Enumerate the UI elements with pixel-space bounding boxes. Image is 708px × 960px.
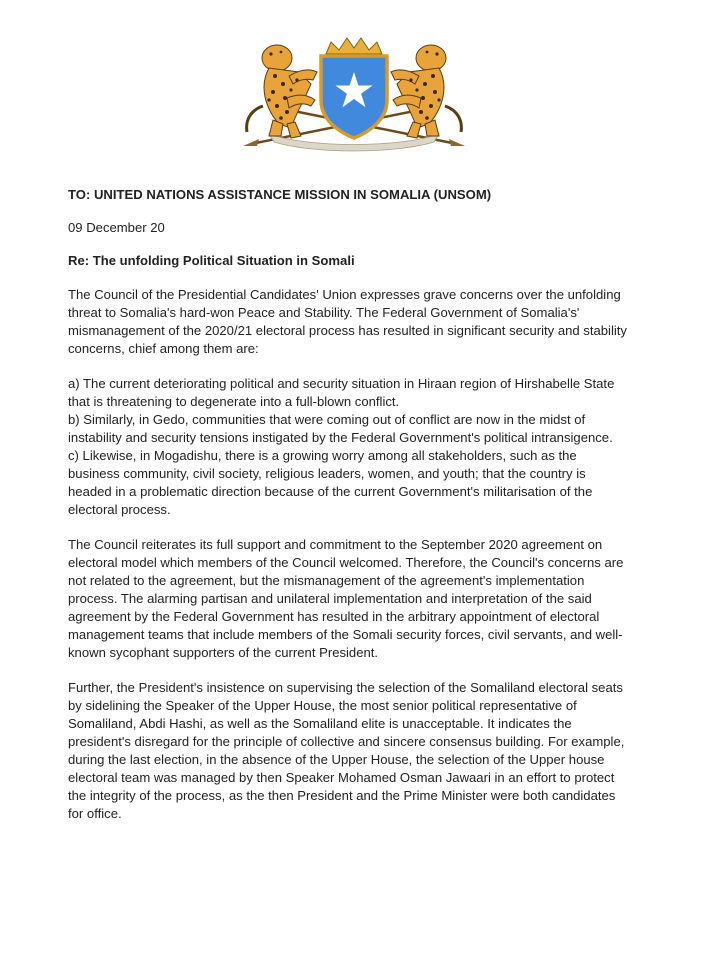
letter-body [68, 186, 632, 840]
somaliland-paragraph: Further, the President's insistence on supervising the selection of the Somaliland electoral seats by sidelining the Speaker of the Upper House, the most senior political representative of Somaliland, Abdi Hashi, as well as the Somaliland elite is unacceptable. It indicates the president's disregard for the principle of collective and sincere consensus building. For example, during the last election, in the absence of the Upper House, the selection of the Upper house electoral team was managed by then Speaker Mohamed Osman Jawaari in an effort to protect the integrity of the process, as the then President and the Prime Minister were both candidates for office. [68, 680, 625, 821]
somalia-coat-of-arms-icon [229, 36, 479, 156]
list-item: b) Similarly, in Gedo, communities that were coming out of conflict are now in the midst of instability and security tensions instigated by the Federal Government's political intransigence. [68, 412, 613, 445]
addressee: TO: UNITED NATIONS ASSISTANCE MISSION IN SOMALIA (UNSOM) [68, 187, 492, 202]
agreement-paragraph: The Council reiterates its full support and commitment to the September 2020 agreement on electoral model which members of the Council welcomed. Therefore, the Council's concerns are not related to the agreement, but the mismanagement of the agreement's implementation process. The alarming partisan and unilateral implementation and interpretation of the said agreement by the Federal Government has resulted in the arbitrary appointment of electoral management teams that include members of the Somali security forces, civil servants, and well-known sycophant supporters of the current President. [68, 537, 624, 660]
list-item: c) Likewise, in Mogadishu, there is a growing worry among all stakeholders, such as the business community, civil society, religious leaders, women, and youth; that the country is headed in a problematic direction because of the current Government's militarisation of the electoral process. [68, 448, 593, 517]
list-item: a) The current deteriorating political and security situation in Hiraan region of Hirshabelle State that is threatening to degenerate into a full-blown conflict. [68, 376, 615, 409]
intro-paragraph: The Council of the Presidential Candidates' Union expresses grave concerns over the unfolding threat to Somalia's hard-won Peace and Stability. The Federal Government of Somalia's' mismanagement of the 2020/21 electoral process has resulted in significant security and stability concerns, chief among them are: [68, 287, 627, 356]
concerns-list [68, 375, 632, 519]
subject-line: Re: The unfolding Political Situation in Somali [68, 253, 355, 268]
letter-date: 09 December 20 [68, 220, 165, 235]
